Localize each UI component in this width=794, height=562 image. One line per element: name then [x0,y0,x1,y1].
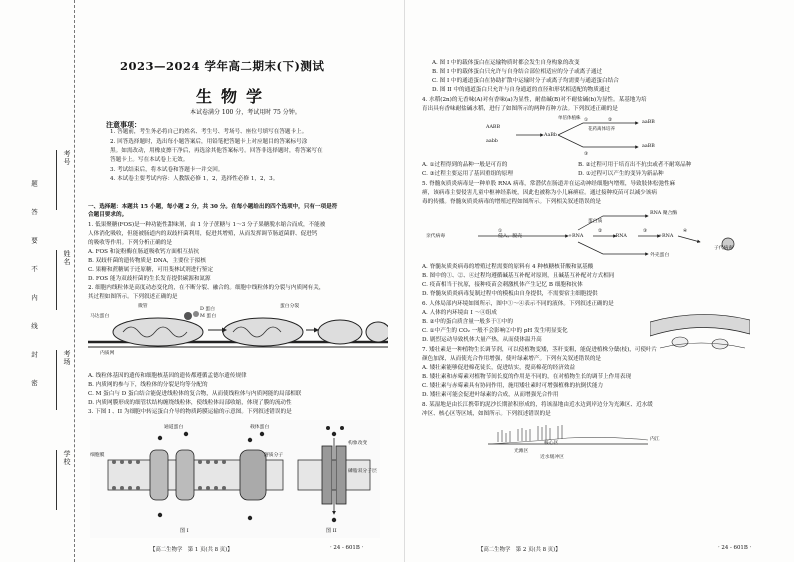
q7-line: 颜色加深，从而使光合作用增强，使叶绿素增产。下列有关叙述错误的是 [422,356,602,362]
q2-option-c: C. M 蛋白与 D 蛋白结合能促进线粒体的复合物，从而使线粒体与内质网能的局部相联 [88,391,302,397]
q3-transport-diagram [90,420,380,538]
q2-label-microtubule: 微管 [138,304,148,309]
gutter-warning: 题答要不内线封密 [30,180,38,408]
q4-label-aabb-recessive: aabb [486,139,498,144]
q4-line: 育出具有香味耐盐碱水稻，进行了如图所示的两种育种方法。下列叙述正确的是 [422,106,618,112]
attention-item: 2. 回答选择题时，选出每小题答案后，用铅笔把答题卡上对应题目的答案标号涂 [110,139,308,145]
q2-option-a: A. 线粒体基因的遗传和细胞核基因的遗传都遵循孟德尔遗传规律 [88,373,247,379]
q1-line: 1. 低果聚糖(FOS)是一种功能性甜味剂，由 1 分子蔗糖与 1～3 分子果糖脱水缩合而成，不能被 [88,222,326,228]
q6-tissue-diagram [650,308,750,352]
q5-label-entry: 侵入、脱壳 [498,234,522,239]
q3-option-b: B. 图 I 中的载体蛋白只允许与自身结合部位相适应的分子或离子通过 [432,69,603,75]
q7-option-a: A. 矮壮素能够促进棉花徒长，促进结实，提高棉花的经济效益 [422,365,576,371]
footer-page-2: 【高二生物学 第 2 页(共 8 页)】 [478,547,561,553]
q5-line: 痹，该病毒主要侵害儿童中枢神经系统，因此也被称为小儿麻痹症。通过接种疫苗可以减少该病 [422,190,657,196]
q3-option-c: C. 图 I 中的通道蛋白在协助扩散中运输时分子或离子均需要与通道蛋白结合 [432,78,619,84]
q3-option-a: A. 图 I 中的载体蛋白在运输物质时都会发生自身构象的改变 [432,60,580,66]
q3-label-fig2: 图 II [326,528,337,534]
footer-code-2: · 24 - 601B · [718,545,752,551]
q7-option-d: D. 矮壮素可能会促进叶绿素的合成，从而增强光合作用 [422,392,559,398]
svg-text:②: ② [608,118,613,123]
q2-label-division: 蛋白分裂 [280,304,300,309]
svg-text:③: ③ [643,229,648,234]
svg-text:①: ① [584,118,589,123]
q3-label-carrier: 载体蛋白 [250,425,270,430]
question-3-stem: 3. 下图 I 、II 为细胞中转运蛋白介导的物质跨膜运输的示意图。下列叙述错误的是 [88,409,292,415]
q5-label-capsid: 外壳蛋白 [650,253,670,258]
q3-label-fig1: 图 I [180,528,189,534]
q4-label-aabb-target-2: aaBB [642,144,655,149]
q5-label-polymerase: RNA 聚合酶 [650,211,678,216]
gutter-line [56,150,57,210]
attention-item: 黑。如需改动，用橡皮擦干净后，再选涂其他答案标号。回答非选择题时，将答案写在 [110,148,323,154]
attention-title: 注意事项： [106,120,141,129]
q6-option-a: A. 人体的内环境由 I ～④组成 [422,310,497,316]
gutter-line [56,350,57,410]
q5-option-a: A. 脊髓灰质炎病毒的增殖过程需要的原料有 4 种核糖核苷酸和氨基酸 [422,264,594,270]
q5-label-plus-rna-1: +RNA [568,234,584,239]
q8-line: 冲区、核心区等区域，如图所示。下列叙述错误的是 [422,411,551,417]
q1-option-d: D. FOS 能为双歧杆菌的生长发育提供碳源和氮源 [88,276,211,282]
q7-option-c: C. 矮壮素与赤霉素具有协同作用，施用矮壮素时可增强植株的抗倒伏能力 [422,383,604,389]
q5-option-b: B. 图中的①、②、④过程均遵循碱基互补配对原则，且碱基互补配对方式相同 [422,273,615,279]
q1-line: 人体消化吸收，但能被肠道内的双歧杆菌利用，促进其增殖，从而发挥调节肠道菌群、促进钙 [88,231,318,237]
gutter-label-xingming: 姓名 [63,250,71,266]
q6-option-d: D. 剧烈运动导致机体大量产热，从而使体温升高 [422,337,542,343]
q4-label-anther-culture: 花药离体培养 [588,127,615,132]
q8-label-core: 核心区 [544,441,559,446]
q3-label-membrane: 细胞膜 [90,453,105,458]
gutter-label-kaochang: 考场 [63,350,71,366]
q5-option-d: D. 脊髓灰质炎病毒复制过程中的模板由自身提供，不需要宿主细胞提供 [422,291,598,297]
footer-code-1: · 24 - 601B · [330,545,364,551]
q5-option-c: C. 疫苗相当于抗原，接种疫苗会刺激机体产生记忆 B 细胞和抗体 [422,282,583,288]
exam-title: 2023—2024 学年高二期末(下)测试 [120,59,325,73]
q5-label-minus-rna: -RNA [614,234,627,239]
q8-label-inner-river: 内江 [650,437,660,442]
q5-line: 毒的传播。脊髓灰质炎病毒的增殖过程如图所示。下列相关叙述错误的是 [422,199,602,205]
q1-option-a: A. FOS 和淀粉酶在肠道吸收钙方面相互拮抗 [88,249,200,255]
q3-label-channel: 通道蛋白 [164,425,184,430]
q4-option-b: B. ②过程可用于培育出不抗虫或者不耐寒品种 [578,162,692,168]
q4-option-c: C. ③过程主要运用了基因重组的原理 [422,171,513,177]
q2-line: 2. 细胞内线粒体是高度动态变化的，在不断分裂、融合的。细胞中线粒体的分裂与内质网有关， [88,285,325,291]
q8-line: 8. 某湿地是由长江携带的泥沙长期淤积形成的，将该湿地由近水边到岸边分为光滩区、近水缓 [422,402,653,408]
q4-label-aabb-target: aaBB [642,120,655,125]
attention-item: 答题卡上。写在本试卷上无效。 [110,157,189,163]
q2-line: 其过程如图所示。下列叙述正确的是 [88,294,178,300]
section-one-heading: 一、选择题：本题共 15 小题，每小题 2 分，共 30 分。在每小题给出的四个选项中，只有一项是符 [88,204,338,210]
q3-label-bilayer: 磷脂双分子层 [348,469,377,474]
svg-text:②: ② [598,229,603,234]
q3-label-conformation: 构象改变 [348,441,368,446]
attention-item: 3. 考试结束后，将本试卷和答题卡一并交回。 [110,167,224,173]
q2-option-d: D. 内质网膜形成的细管状结构缠绕线粒体，使线粒体局部收缩，体现了膜的流动性 [88,400,292,406]
q5-line: 5. 脊髓灰质炎病毒是一种单股 RNA 病毒，常潜伏在肠道并在运动神经细胞内增殖，导致肢体松弛性麻 [422,181,676,187]
svg-text:③: ③ [584,152,589,157]
q7-line: 7. 矮壮素是一种植物生长调节剂，可以使植物变矮，茎秆变粗，能促进植株分蘖(枝)，可使叶片 [422,347,658,353]
q6-option-b: B. ②中的蛋白质含量一般多于①中的 [422,319,513,325]
gutter-label-kaohao: 考号 [63,150,71,166]
binding-gutter [0,0,75,562]
q4-label-f1: AaBb [544,133,557,138]
svg-text:④: ④ [683,229,688,234]
page-fold-divider [404,0,405,562]
q6-line: 6. 人体局部内环境如图所示，图中①～④表示不同的液体。下列叙述正确的是 [422,301,614,307]
gutter-line [56,250,57,310]
q8-wetland-diagram [488,420,648,452]
q1-option-b: B. 双歧杆菌的遗传物质是 DNA，主要位于拟核 [88,258,206,264]
q2-mitochondria-diagram [88,302,388,368]
svg-text:①: ① [498,229,503,234]
q2-label-er: 内质网 [100,351,115,356]
footer-page-1: 【高二生物学 第 1 页(共 8 页)】 [150,547,233,553]
q4-option-a: A. ①过程得到的品种一般是可育的 [422,162,508,168]
attention-item: 4. 本试卷主要考试内容：人教版必修 1，2，选择性必修 1，2，3。 [110,176,279,182]
attention-item: 1. 答题前，考生务必将自己的姓名、考生号、考场号、座位号填写在答题卡上。 [110,129,308,135]
q1-line: 的吸收等作用。下列分析正确的是 [88,240,172,246]
q2-label-d-protein: D 蛋白 [200,307,215,312]
q2-label-motor: 马达蛋白 [90,314,110,319]
left-column [80,0,398,562]
gutter-line [56,450,57,510]
exam-note: 本试卷满分 100 分，考试用时 75 分钟。 [190,109,301,116]
q4-line: 4. 水稻(2n)的无香味(A)对有香味(a)为显性，耐盐碱(B)对不耐盐碱(b)为显性。某基地为培 [422,97,647,103]
q8-label-mudflat: 光滩区 [514,449,529,454]
q8-label-buffer: 近水缓冲区 [540,455,564,460]
subject-title: 生物学 [196,87,272,106]
q3-option-d: D. 图 II 中的通道蛋白只允许与自身通道的直径和形状相适配的物质通过 [432,87,611,93]
q5-label-parent-virus: 亲代病毒 [426,234,446,239]
section-one-heading-cont: 合题目要求的。 [88,212,128,218]
right-column [418,0,784,562]
q4-label-haploid: 单倍体植株 [558,116,581,121]
q5-label-protein: 蛋白质 [588,219,603,224]
q3-label-solute: 溶质分子 [264,453,284,458]
q2-option-b: B. 内质网的参与下，线粒体的分裂是均等分配的 [88,382,208,388]
q6-option-c: C. ①中产生的 CO₂ 一般不会影响②中的 pH 发生明显变化 [422,328,568,334]
q5-label-plus-rna-2: +RNA [658,234,674,239]
q7-option-b: B. 矮壮素和赤霉素对植物节间长度的作用是不同的，在对植物生长的调节上作用表现 [422,374,632,380]
gutter-label-xuexiao: 学校 [63,450,71,466]
q2-label-m-protein: M 蛋白 [200,314,217,319]
q4-breeding-diagram [488,115,688,157]
q4-label-aabb-parent: AABB [486,125,500,130]
q5-label-progeny: 子代病毒 [714,246,734,251]
q1-option-c: C. 果糖和蔗糖属于还原糖，可用斐林试剂进行鉴定 [88,267,214,273]
q4-option-d: D. ①过程可以产生的变异为新品种 [578,171,664,177]
